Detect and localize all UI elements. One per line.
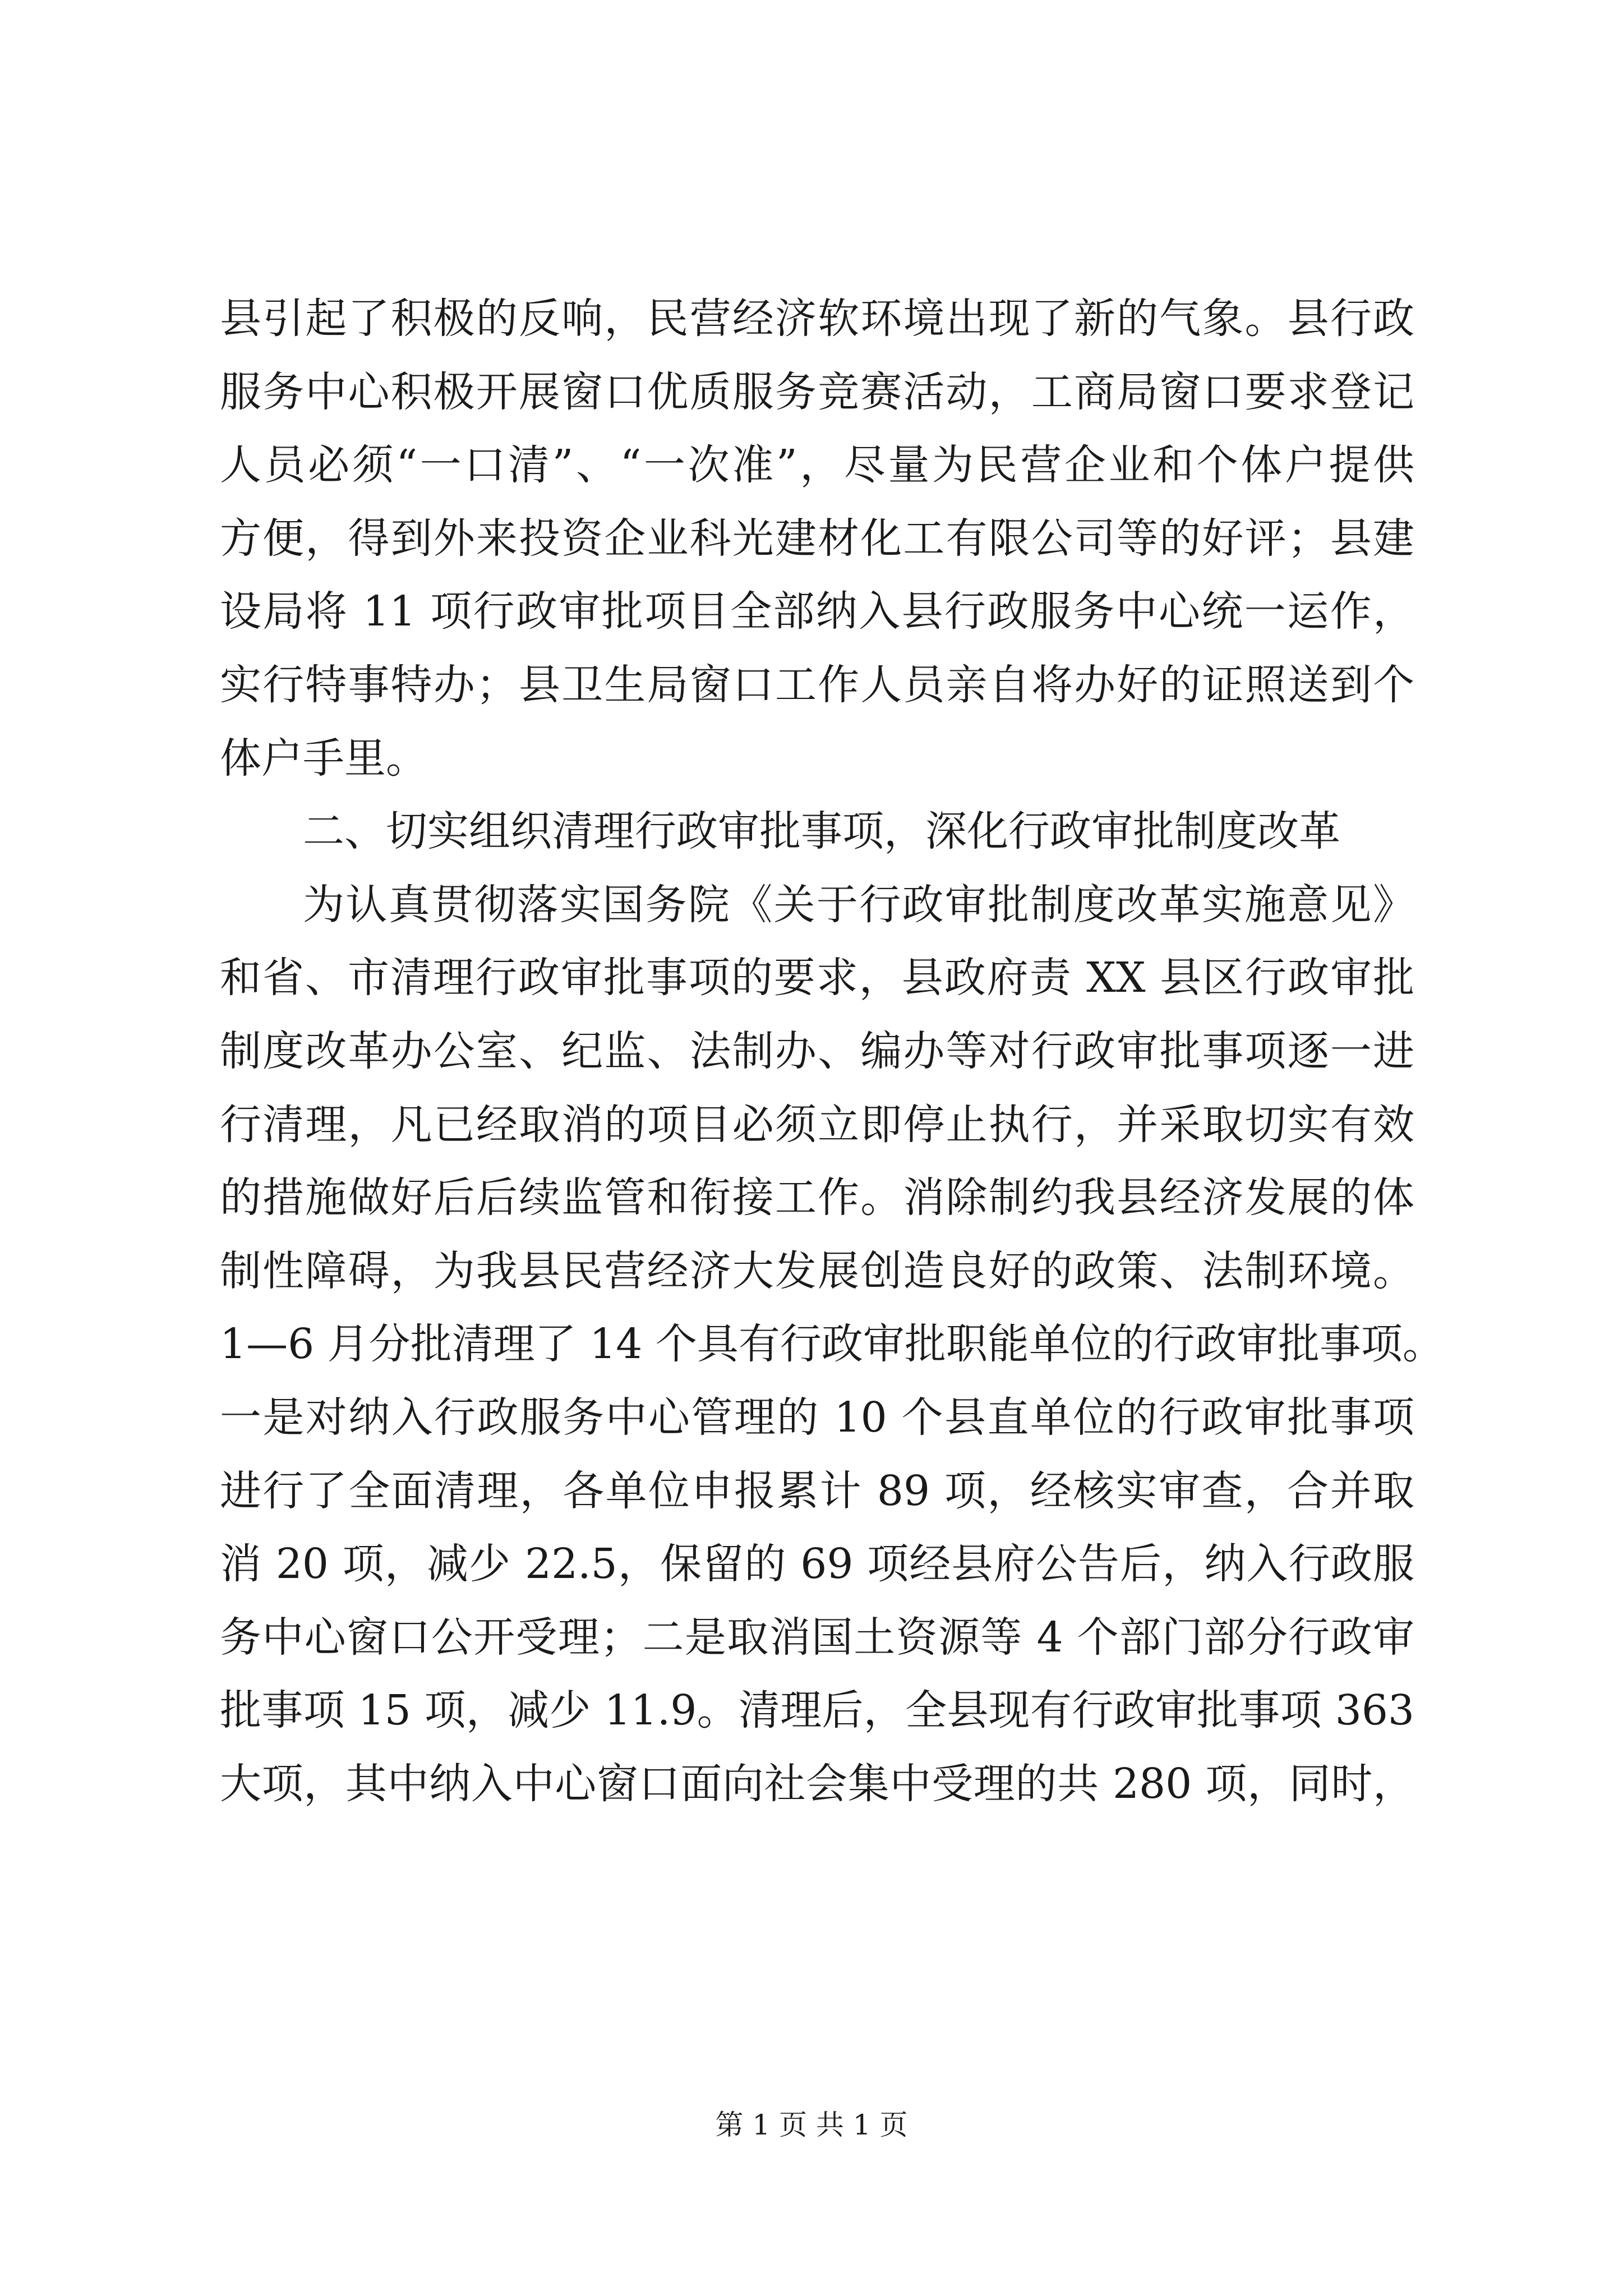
document-body	[220, 282, 1444, 1820]
text-line: 行清理，凡已经取消的项目必须立即停止执行，并采取切实有效	[220, 1100, 1414, 1149]
text-line: 1—6 月分批清理了 14 个具有行政审批职能单位的行政审批事项。	[220, 1320, 1444, 1369]
text-line: 方便，得到外来投资企业科光建材化工有限公司等的好评；县建	[220, 514, 1414, 563]
page-number: 第 1 页 共 1 页	[715, 2109, 908, 2141]
page-footer	[0, 2108, 1623, 2142]
text-line: 服务中心积极开展窗口优质服务竞赛活动，工商局窗口要求登记	[220, 367, 1414, 416]
text-line: 人员必须“一口清”、“一次准”，尽量为民营企业和个体户提供	[220, 441, 1414, 490]
text-line: 进行了全面清理，各单位申报累计 89 项，经核实审查，合并取	[220, 1466, 1414, 1515]
text-line: 大项，其中纳入中心窗口面向社会集中受理的共 280 项，同时，	[220, 1759, 1414, 1808]
text-line: 制度改革办公室、纪监、法制办、编办等对行政审批事项逐一进	[220, 1027, 1414, 1075]
text-line: 县引起了积极的反响，民营经济软环境出现了新的气象。县行政	[220, 295, 1414, 343]
text-line: 批事项 15 项，减少 11.9。清理后，全县现有行政审批事项 363	[220, 1686, 1414, 1735]
text-line: 和省、市清理行政审批事项的要求，县政府责 XX 县区行政审批	[220, 954, 1414, 1002]
text-line: 消 20 项，减少 22.5，保留的 69 项经县府公告后，纳入行政服	[220, 1540, 1414, 1589]
text-line: 体户手里。	[220, 734, 427, 783]
text-line: 设局将 11 项行政审批项目全部纳入县行政服务中心统一运作，	[220, 587, 1414, 636]
text-line: 务中心窗口公开受理；二是取消国土资源等 4 个部门部分行政审	[220, 1613, 1414, 1662]
text-line: 实行特事特办；县卫生局窗口工作人员亲自将办好的证照送到个	[220, 660, 1414, 709]
text-line: 制性障碍，为我县民营经济大发展创造良好的政策、法制环境。	[220, 1246, 1414, 1295]
text-line: 为认真贯彻落实国务院《关于行政审批制度改革实施意见》	[303, 880, 1414, 929]
text-line: 一是对纳入行政服务中心管理的 10 个县直单位的行政审批事项	[220, 1393, 1414, 1442]
text-line: 的措施做好后后续监管和衔接工作。消除制约我县经济发展的体	[220, 1174, 1414, 1222]
section-heading: 二、切实组织清理行政审批事项，深化行政审批制度改革	[303, 807, 1340, 856]
